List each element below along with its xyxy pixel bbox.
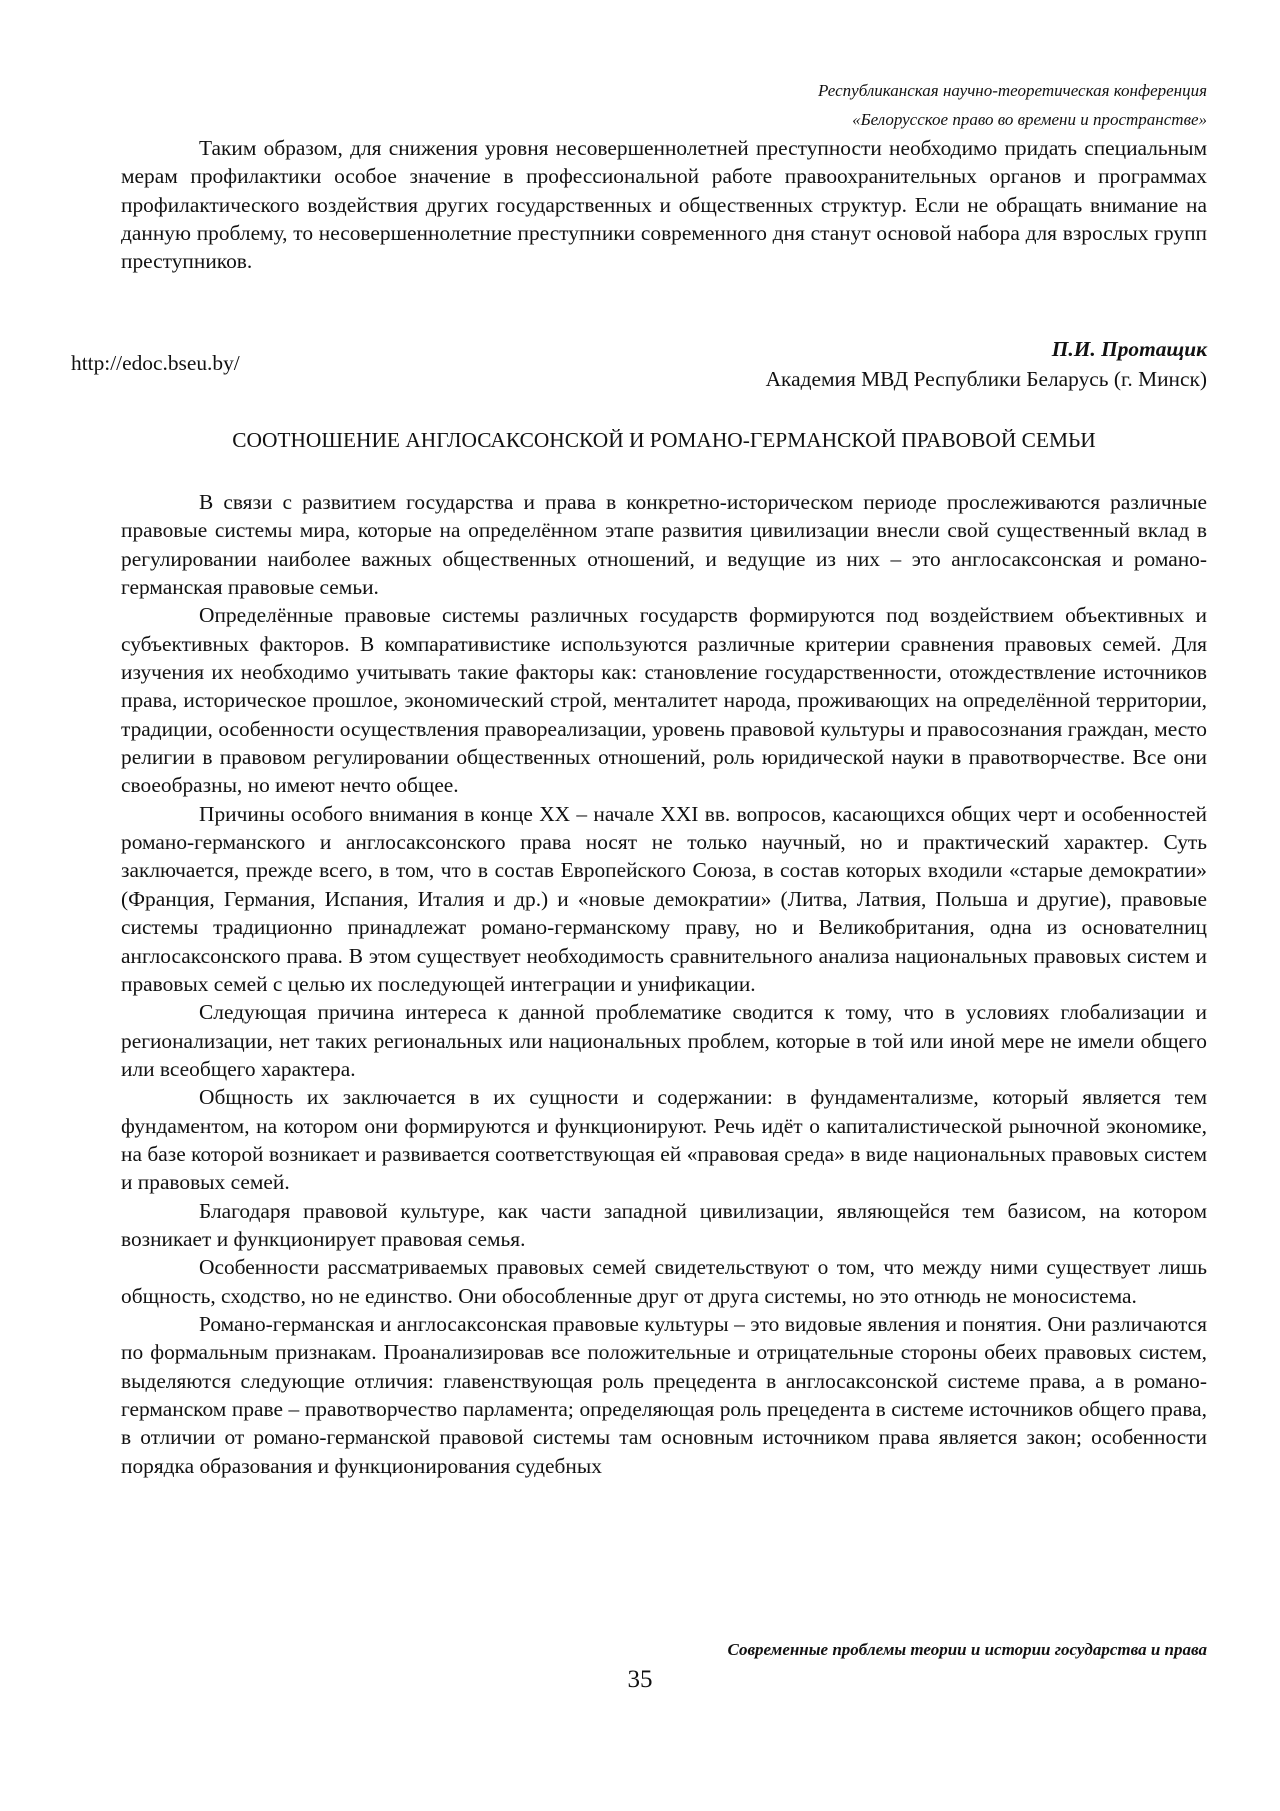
- author-block: [766, 334, 1207, 394]
- body-paragraph: Следующая причина интереса к данной проблематике сводится к тому, что в условиях глобализации и регионализации, нет таких региональных или национальных проблем, которые в той или иной мере не имели общего или всеобщего характера.: [121, 1000, 1207, 1081]
- body-paragraph: В связи с развитием государства и права в конкретно-историческом периоде прослеживаются различные правовые системы мира, которые на определённом этапе развития цивилизации внесли свой существенный вклад в регулировании наиболее важных общественных отношений, и ведущие из них – это англосаксонская и романо-германская правовые семьи.: [121, 490, 1207, 600]
- conference-header: [818, 76, 1207, 134]
- conference-name: Республиканская научно-теоретическая конференция: [818, 81, 1207, 100]
- author-affiliation: Академия МВД Республики Беларусь (г. Минск): [765, 367, 1207, 391]
- conference-theme: «Белорусское право во времени и пространстве»: [852, 110, 1207, 129]
- article-body: [121, 488, 1207, 1480]
- body-paragraph: Благодаря правовой культуре, как части западной цивилизации, являющейся тем базисом, на котором возникает и функционирует правовая семья.: [121, 1198, 1207, 1251]
- body-paragraph: Особенности рассматриваемых правовых семей свидетельствуют о том, что между ними существует лишь общность, сходство, но не единство. Они обособленные друг от друга системы, но это отнюдь не моносистема.: [121, 1255, 1207, 1308]
- intro-text: [121, 134, 1207, 276]
- body-paragraph: Общность их заключается в их сущности и содержании: в фундаментализме, который является тем фундаментом, на котором они формируются и функционируют. Речь идёт о капиталистической рыночной экономике, на базе которой возникает и развивается соответствующая ей «правовая среда» в виде национальных правовых систем и правовых семей.: [121, 1085, 1207, 1195]
- body-paragraph: Причины особого внимания в конце XX – начале XXI вв. вопросов, касающихся общих черт и особенностей романо-германского и англосаксонского права носят не только научный, но и практический характер. Суть заключается, прежде всего, в том, что в состав Европейского Союза, в состав которых входили «старые демократии» (Франция, Германия, Испания, Италия и др.) и «новые демократии» (Литва, Латвия, Польша и другие), правовые системы традиционно принадлежат романо-германскому праву, но и Великобритания, одна из основателниц англосаксонского права. В этом существует необходимость сравнительного анализа национальных правовых систем и правовых семей с целью их последующей интеграции и унификации.: [121, 801, 1207, 996]
- article-title: СООТНОШЕНИЕ АНГЛОСАКСОНСКОЙ И РОМАНО-ГЕРМАНСКОЙ ПРАВОВОЙ СЕМЬИ: [232, 428, 1096, 452]
- author-name: П.И. Протащик: [1051, 337, 1207, 361]
- page-number: 35: [627, 1666, 653, 1693]
- body-paragraph: Определённые правовые системы различных государств формируются под воздействием объективных и субъективных факторов. В компаративистике используются различные критерии сравнения правовых семей. Для изучения их необходимо учитывать такие факторы как: становление государственности, отождествление источников права, историческое прошлое, экономический строй, менталитет народа, проживающих на определённой территории, традиции, особенности осуществления правореализации, уровень правовой культуры и правосознания граждан, место религии в правовом регулировании общественных отношений, роль юридической науки в правотворчестве. Все они своеобразны, но имеют нечто общее.: [121, 603, 1207, 798]
- body-paragraph: Романо-германская и англосаксонская правовые культуры – это видовые явления и понятия. Они различаются по формальным признакам. Проанализировав все положительные и отрицательные стороны обеих правовых систем, выделяются следующие отличия: главенствующая роль прецедента в англосаксонской системе права, а в романо-германском праве – правотворчество парламента; определяющая роль прецедента в системе источников общего права, в отличии от романо-германской правовой системы там основным источником права является закон; особенности порядка образования и функционирования судебных: [121, 1311, 1207, 1478]
- intro-paragraph: Таким образом, для снижения уровня несовершеннолетней преступности необходимо придать специальным мерам профилактики особое значение в профессиональной работе правоохранительных органов и программах профилактического воздействия других государственных и общественных структур. Если не обращать внимание на данную проблему, то несовершеннолетние преступники современного дня станут основой набора для взрослых групп преступников.: [121, 136, 1207, 274]
- source-url[interactable]: http://edoc.bseu.by/: [71, 351, 240, 375]
- journal-title: Современные проблемы теории и истории государства и права: [727, 1640, 1207, 1659]
